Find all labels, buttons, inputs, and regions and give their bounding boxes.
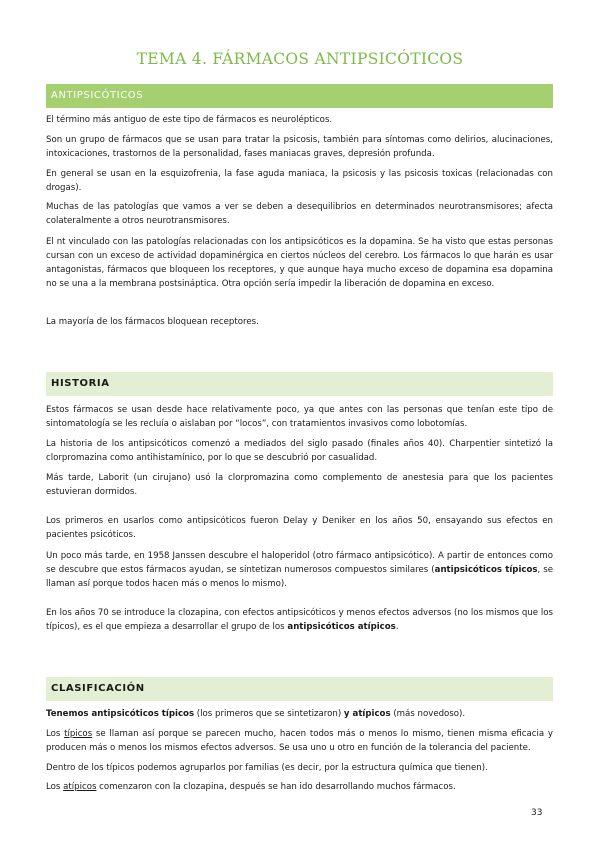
section-heading-clasificacion: CLASIFICACIÓN — [46, 677, 553, 701]
text-run: , se llaman así porque todos hacen más o menos lo mismo). — [46, 565, 554, 589]
paragraph — [46, 727, 553, 755]
paragraph: Más tarde, Laborit (un cirujano) usó la clorpromazina como complemento de anestesia para que los pacientes estuvieran dormidos. — [46, 473, 553, 497]
text-run: Un poco más tarde, en 1958 Janssen descubre el haloperidol (otro fármaco antipsicótico). A partir de entonces como se descubre que estos fármacos ayudan, se sintetizan numerosos compuestos similares ( — [46, 551, 553, 575]
paragraph: El nt vinculado con las patologías relacionadas con los antipsicóticos es la dopamina. Se ha visto que estas personas cursan con un exceso de actividad dopaminérgica en ciertos núcleos del cerebro. Los fármacos lo que harán es usar antagonistas, fármacos que bloqueen los receptores, y que aunque haya mucho exceso de dopamina esa dopamina no se una a la membrana postsináptica. Otra opción sería impedir la liberación de dopamina en exceso. — [46, 237, 553, 289]
page-number: 33 — [531, 808, 543, 818]
paragraph: Los primeros en usarlos como antipsicóticos fueron Delay y Deniker en los años 50, ensayando sus efectos en pacientes psicóticos. — [46, 516, 553, 540]
text-run: (los primeros que se sintetizaron) — [194, 709, 344, 719]
text-run: . — [395, 622, 399, 632]
underlined-term: típicos — [64, 729, 93, 739]
section-heading-historia: HISTORIA — [46, 372, 553, 396]
section-heading-antipsicoticos: ANTIPSICÓTICOS — [46, 84, 553, 108]
paragraph: El término más antiguo de este tipo de fármacos es neurolépticos. — [46, 115, 333, 125]
bold-term: Tenemos antipsicóticos típicos — [46, 709, 195, 719]
text-run: Los — [46, 782, 64, 792]
paragraph: En general se usan en la esquizofrenia, la fase aguda maniaca, la psicosis y las psicosis toxicas (relacionadas con drogas). — [46, 169, 553, 193]
paragraph: Muchas de las patologías que vamos a ver se deben a desequilibrios en determinados neurotransmisores; afecta colateralmente a otros neurotransmisores. — [46, 202, 553, 226]
bold-term: y atípicos — [343, 709, 391, 719]
text-run: (más novedoso). — [390, 709, 466, 719]
text-run: comenzaron con la clozapina, después se han ido desarrollando muchos fármacos. — [96, 782, 456, 792]
text-run: se llaman así porque se parecen mucho, hacen todos más o menos lo mismo, tienen misma eficacia y producen más o menos los mismos efectos adversos. Se usa uno u otro en función de la tolerancia del paciente. — [46, 729, 553, 753]
text-run: Los — [46, 729, 65, 739]
paragraph: La historia de los antipsicóticos comenzó a mediados del siglo pasado (finales años 40). Charpentier sintetizó la clorpromazina como antihistamínico, por lo que se descubrió por casualidad. — [46, 439, 553, 463]
paragraph: Estos fármacos se usan desde hace relativamente poco, ya que antes con las personas que tenían este tipo de sintomatología se les recluía o aislaban por “locos”, con tratamientos invasivos como lobotomías. — [46, 405, 553, 429]
bold-term: antipsicóticos típicos — [434, 565, 538, 575]
paragraph: Son un grupo de fármacos que se usan para tratar la psicosis, también para síntomas como delirios, alucinaciones, intoxicaciones, trastornos de la personalidad, fases maniacas graves, depresión profunda. — [46, 135, 553, 159]
paragraph: La mayoría de los fármacos bloquean receptores. — [46, 317, 259, 327]
underlined-term: atípicos — [63, 782, 97, 792]
paragraph — [46, 549, 553, 591]
paragraph — [46, 707, 553, 721]
paragraph — [46, 606, 553, 634]
bold-term: antipsicóticos atípicos — [287, 622, 396, 632]
paragraph: Dentro de los típicos podemos agruparlos por familias (es decir, por la estructura química que tienen). — [46, 763, 488, 773]
document-title: TEMA 4. FÁRMACOS ANTIPSICÓTICOS — [136, 50, 464, 68]
paragraph — [46, 780, 553, 794]
text-run: En los años 70 se introduce la clozapina, con efectos antipsicóticos y menos efectos adversos (no los mismos que los típicos), es el que empieza a desarrollar el grupo de los — [46, 608, 553, 632]
